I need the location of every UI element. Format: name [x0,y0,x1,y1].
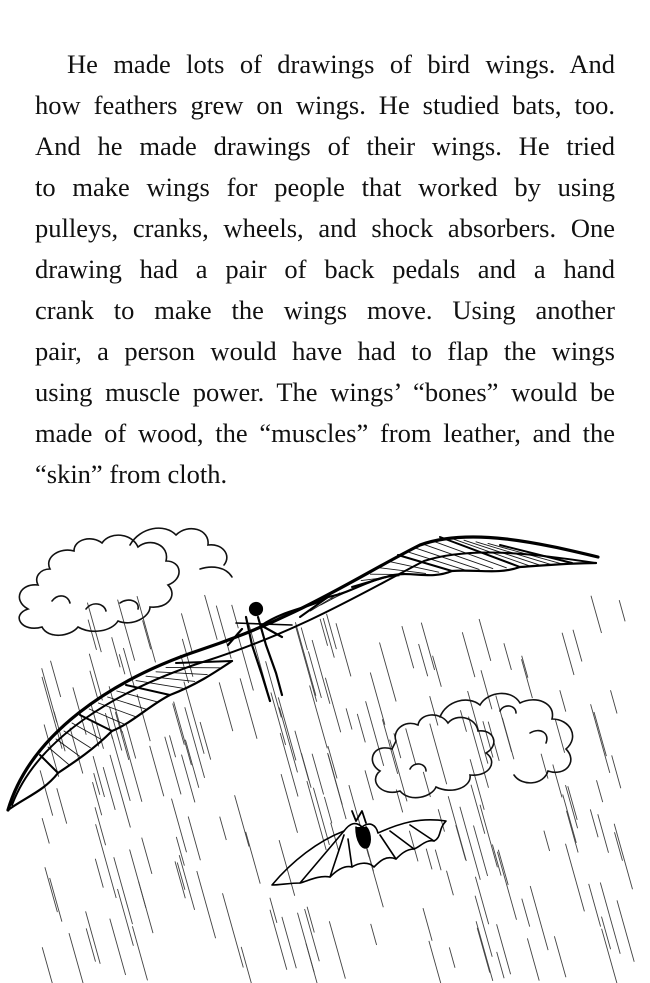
paragraph-line: pair, a person would have had to flap the wings [35,336,615,366]
paragraph-line: He made lots of drawings of bird wings. And [67,49,615,79]
paragraph-line: crank to make the wings move. Using another [35,295,615,325]
paragraph-line: made of wood, the “muscles” from leather, and the [35,418,615,448]
paragraph-line: how feathers grew on wings. He studied bats, too. [35,90,615,120]
flying-machine-illustration [0,505,650,983]
paragraph-line: pulleys, cranks, wheels, and shock absorbers. One [35,213,615,243]
cloud-upper-left [19,528,232,635]
paragraph-line: using muscle power. The wings’ “bones” would be [35,377,615,407]
paragraph-line: drawing had a pair of back pedals and a hand [35,254,615,284]
rain-hatching [40,595,634,983]
body-paragraph [35,44,615,495]
paragraph-line: And he made drawings of their wings. He tried [35,131,615,161]
paragraph-line: “skin” from cloth. [35,459,228,489]
paragraph-line: to make wings for people that worked by using [35,172,615,202]
